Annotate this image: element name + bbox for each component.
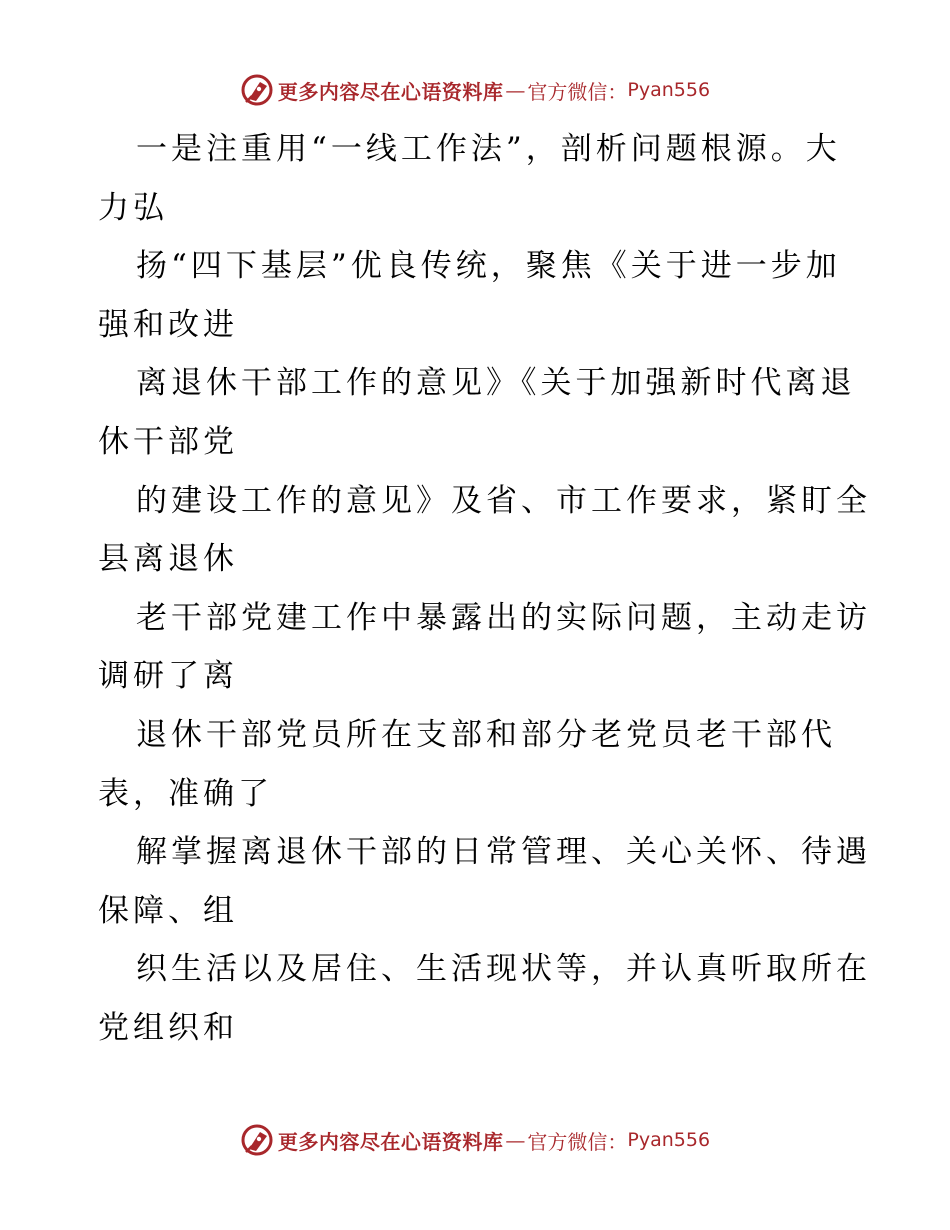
body-line: 退休干部党员所在支部和部分老党员老干部代 <box>136 716 836 753</box>
footer-watermark <box>0 1122 950 1158</box>
watermark-separator: — <box>505 78 526 102</box>
watermark-label: 官方微信： <box>527 1129 628 1154</box>
body-line: 休干部党 <box>98 423 238 460</box>
body-line: 解掌握离退休干部的日常管理、关心关怀、待遇 <box>136 834 871 871</box>
body-line: 保障、组 <box>98 892 238 929</box>
body-line: 一是注重用“一线工作法”，剖析问题根源。大 <box>136 131 841 167</box>
watermark-separator: — <box>505 1128 526 1152</box>
body-line: 党组织和 <box>98 1009 238 1046</box>
header-watermark <box>0 72 950 108</box>
body-line: 调研了离 <box>98 658 238 695</box>
body-line: 扬“四下基层”优良传统，聚焦《关于进一步加 <box>136 248 841 285</box>
watermark-label: 官方微信： <box>527 79 628 104</box>
watermark-brand: 更多内容尽在心语资料库 <box>277 1129 504 1154</box>
watermark-wechat-id: Pyan556 <box>627 79 711 101</box>
body-line: 县离退休 <box>98 541 238 578</box>
watermark-brand: 更多内容尽在心语资料库 <box>277 79 504 104</box>
pen-nib-logo-icon <box>240 1122 276 1158</box>
body-line: 的建设工作的意见》及省、市工作要求，紧盯全 <box>136 482 871 519</box>
body-line: 力弘 <box>98 189 168 226</box>
body-line: 离退休干部工作的意见》《关于加强新时代离退 <box>136 365 856 402</box>
document-body <box>98 120 871 1058</box>
body-line: 老干部党建工作中暴露出的实际问题，主动走访 <box>136 599 871 636</box>
pen-nib-logo-icon <box>240 72 276 108</box>
watermark-wechat-id: Pyan556 <box>627 1129 711 1151</box>
body-line: 强和改进 <box>98 306 238 343</box>
body-line: 表，准确了 <box>98 775 273 812</box>
body-line: 织生活以及居住、生活现状等，并认真听取所在 <box>136 951 871 988</box>
